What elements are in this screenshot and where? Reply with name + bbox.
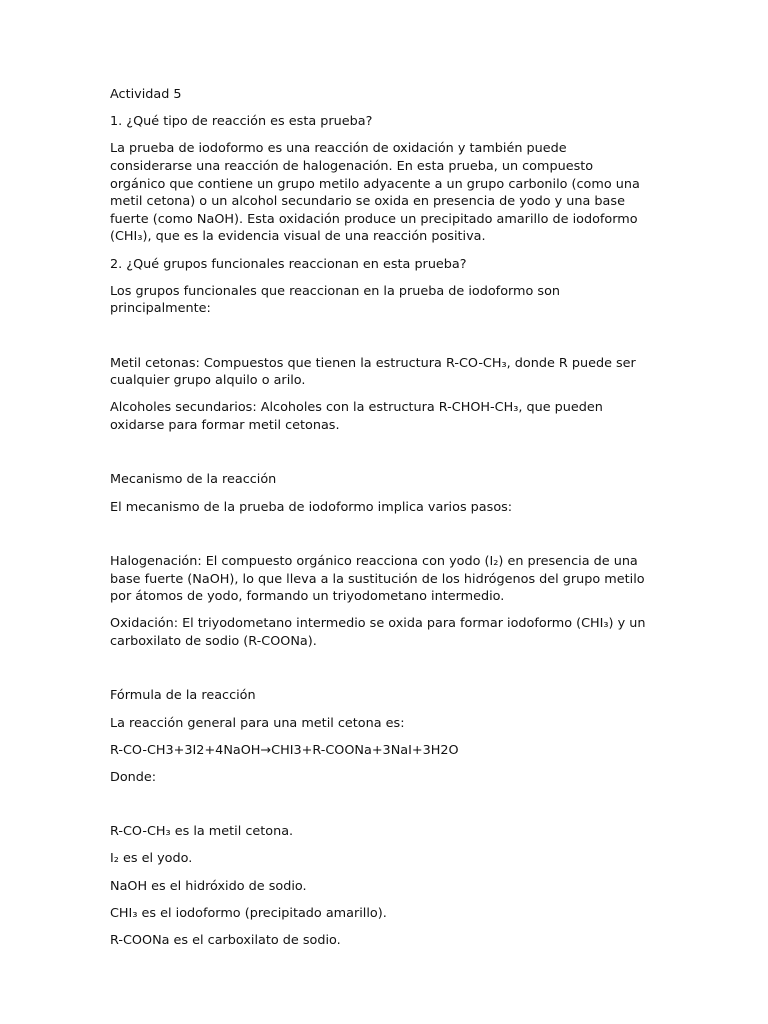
section-heading-formula: Fórmula de la reacción [110,688,256,704]
blank-line [110,660,650,678]
reaction-equation: R-CO-CH3+3I2+4NaOH→CHI3+R-COONa+3NaI+3H2O [110,742,459,758]
blank-line [110,328,650,346]
list-item-metil-cetonas: Metil cetonas: Compuestos que tienen la estructura R-CO-CH₃, donde R puede ser cualquier grupo alquilo o arilo. [110,355,636,389]
activity-title: Actividad 5 [110,87,182,102]
blank-line [110,526,650,544]
definition-iodoformo: CHI₃ es el iodoformo (precipitado amarillo). [110,905,387,921]
definition-metil-cetona: R-CO-CH₃ es la metil cetona. [110,824,294,840]
question-2: 2. ¿Qué grupos funcionales reaccionan en esta prueba? [110,256,467,272]
answer-1-paragraph: La prueba de iodoformo es una reacción de oxidación y también puede considerarse una reacción de halogenación. En esta prueba, un compuesto orgánico que contiene un grupo metilo adyacente a un grupo carbonilo (como una metil cetona) o un alcohol secundario se oxida en presencia de yodo y una base fuerte (como NaOH). Esta oxidación produce un precipitado amarillo de iodoformo (CHI₃), que es la evidencia visual de una reacción positiva. [110,141,640,245]
mecanismo-intro: El mecanismo de la prueba de iodoformo implica varios pasos: [110,499,513,515]
donde-label: Donde: [110,769,157,785]
question-1: 1. ¿Qué tipo de reacción es esta prueba? [110,114,373,130]
section-heading-mecanismo: Mecanismo de la reacción [110,472,277,488]
blank-line [110,796,650,814]
formula-intro: La reacción general para una metil cetona es: [110,715,405,731]
definition-carboxilato: R-COONa es el carboxilato de sodio. [110,933,341,949]
list-item-alcoholes-secundarios: Alcoholes secundarios: Alcoholes con la estructura R-CHOH-CH₃, que pueden oxidarse para formar metil cetonas. [110,400,603,434]
document-body [110,86,650,959]
answer-2-intro: Los grupos funcionales que reaccionan en la prueba de iodoformo son principalmente: [110,283,561,317]
step-halogenacion: Halogenación: El compuesto orgánico reacciona con yodo (I₂) en presencia de una base fuerte (NaOH), lo que lleva a la sustitución de los hidrógenos del grupo metilo por átomos de yodo, formando un triyodometano intermedio. [110,554,645,605]
blank-line [110,444,650,462]
definition-naoh: NaOH es el hidróxido de sodio. [110,878,307,894]
definition-yodo: I₂ es el yodo. [110,851,193,867]
step-oxidacion: Oxidación: El triyodometano intermedio se oxida para formar iodoformo (CHI₃) y un carboxilato de sodio (R-COONa). [110,616,646,649]
